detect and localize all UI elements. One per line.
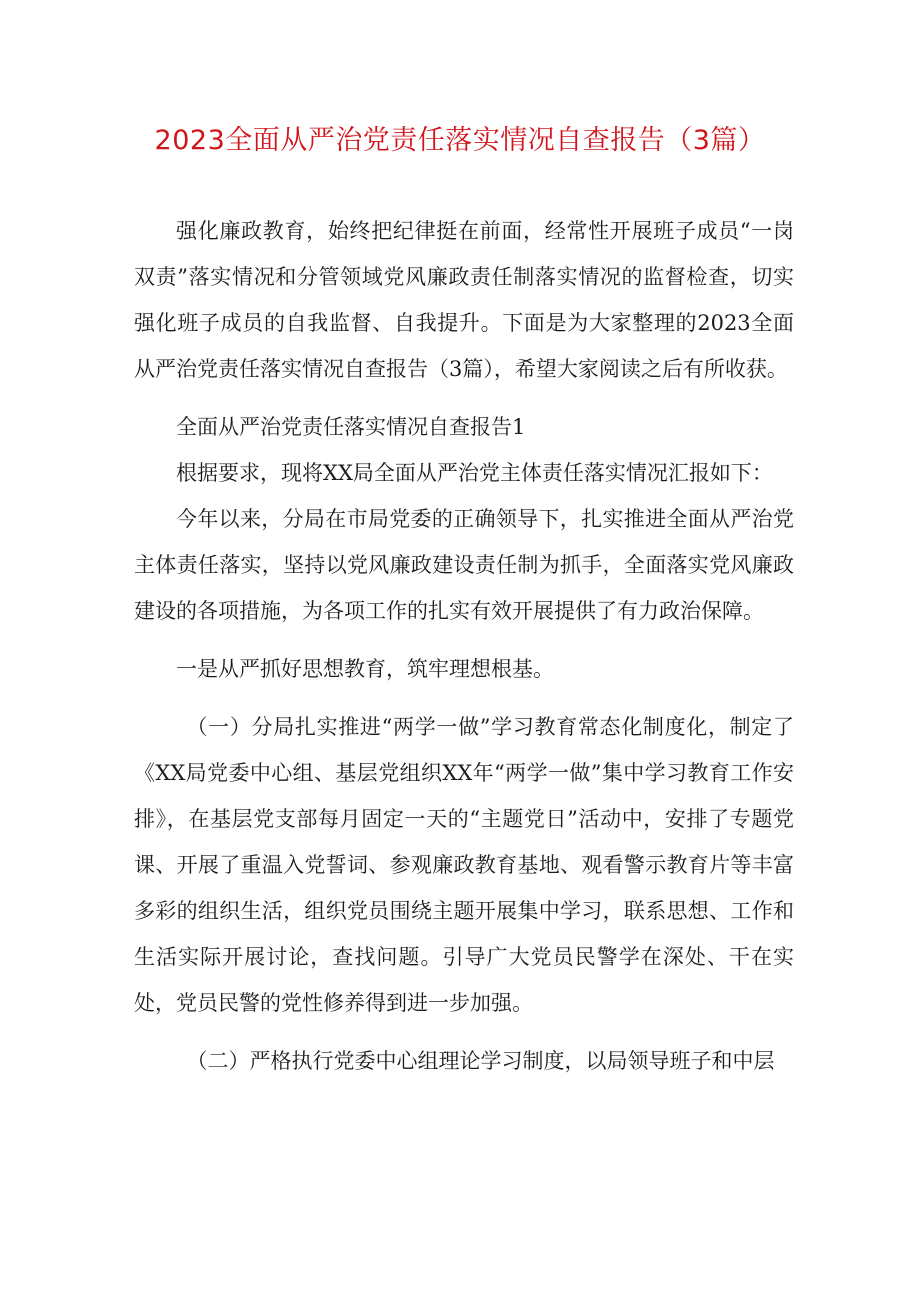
document-title: 2023全面从严治党责任落实情况自查报告（3篇） [154,125,766,156]
sub-point-paragraph: （二）严格执行党委中心组理论学习制度，以局领导班子和中层 [186,1049,775,1073]
body-paragraph: 今年以来，分局在市局党委的正确领导下，扎实推进全面从严治党主体责任落实，坚持以党风廉政建设责任制为抓手，全面落实党风廉政建设的各项措施，为各项工作的扎实有效开展提供了有力政治保障。 [134,507,794,623]
report-opening: 根据要求，现将XX局全面从严治党主体责任落实情况汇报如下： [176,461,773,485]
intro-paragraph: 强化廉政教育，始终把纪律挺在前面，经常性开展班子成员“一岗双责”落实情况和分管领域党风廉政责任制落实情况的监督检查，切实强化班子成员的自我监督、自我提升。下面是为大家整理的2023全面从严治党责任落实情况自查报告（3篇），希望大家阅读之后有所收获。 [134,219,794,381]
sub-point-paragraph: （一）分局扎实推进“两学一做”学习教育常态化制度化，制定了《XX局党委中心组、基层党组织XX年“两学一做”集中学习教育工作安排》，在基层党支部每月固定一天的“主题党日”活动中，安排了专题党课、开展了重温入党誓词、参观廉政教育基地、观看警示教育片等丰富多彩的组织生活，组织党员围绕主题开展集中学习，联系思想、工作和生活实际开展讨论，查找问题。引导广大党员民警学在深处、干在实处，党员民警的党性修养得到进一步加强。 [134,715,794,1015]
point-heading: 一是从严抓好思想教育，筑牢理想根基。 [176,657,554,681]
document-body [134,208,794,1084]
section-heading: 全面从严治党责任落实情况自查报告1 [176,415,526,439]
